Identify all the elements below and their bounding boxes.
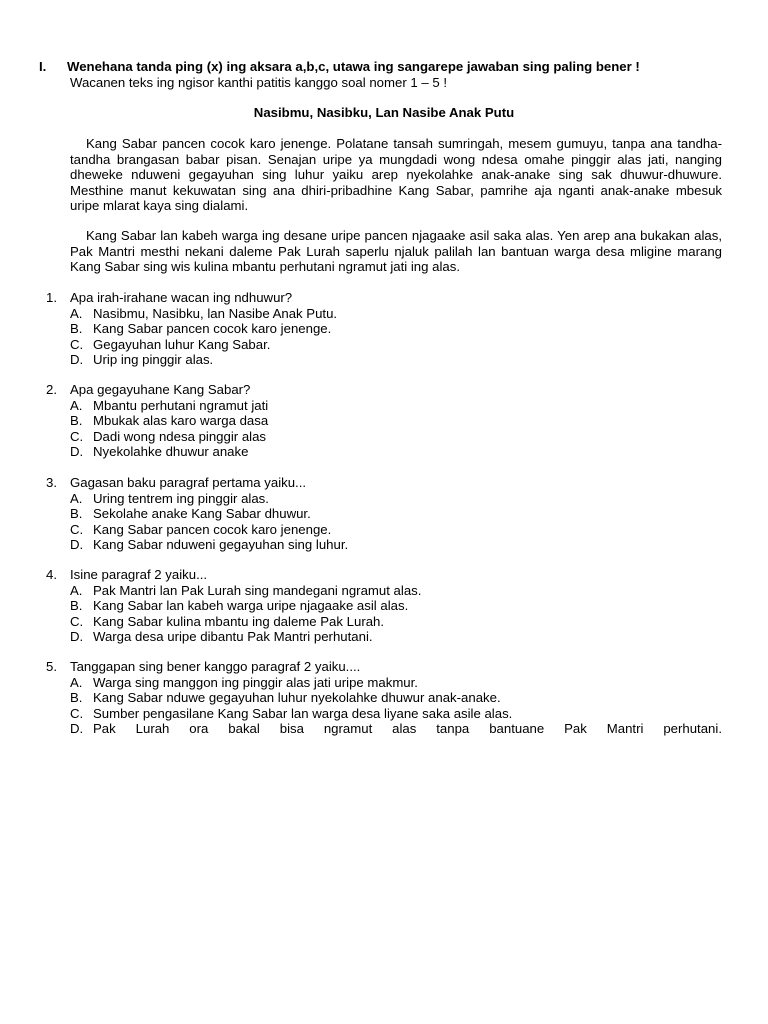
question-text: Gagasan baku paragraf pertama yaiku...: [70, 475, 307, 490]
option-letter: D.: [70, 721, 84, 737]
option-text: Sekolahe anake Kang Sabar dhuwur.: [93, 506, 311, 522]
question-stem: [46, 659, 736, 675]
option-c: [46, 614, 736, 630]
option-text: Nasibmu, Nasibku, lan Nasibe Anak Putu.: [93, 305, 338, 321]
option-letter: A.: [70, 674, 83, 690]
question-2: [46, 382, 736, 460]
question-number: 3.: [46, 475, 57, 490]
option-letter: A.: [70, 490, 83, 506]
option-text: Kang Sabar pancen cocok karo jenenge.: [93, 521, 332, 537]
option-a: [46, 306, 736, 322]
option-text: Sumber pengasilane Kang Sabar lan warga desa liyane saka asile alas.: [93, 705, 513, 721]
option-text: Kang Sabar kulina mbantu ing daleme Pak Lurah.: [93, 613, 385, 629]
option-letter: B.: [70, 413, 83, 429]
option-b: [46, 321, 736, 337]
instruction-subtext: Wacanen teks ing ngisor kanthi patitis kanggo soal nomer 1 – 5 !: [70, 75, 448, 90]
option-letter: A.: [70, 582, 83, 598]
option-b: [46, 690, 736, 706]
option-text: Warga sing manggon ing pinggir alas jati uripe makmur.: [93, 674, 418, 690]
option-d: [46, 629, 736, 645]
question-1: [46, 290, 736, 368]
option-a: [46, 675, 736, 691]
option-letter: D.: [70, 537, 84, 553]
option-c: [46, 429, 736, 445]
option-a: [46, 491, 736, 507]
option-letter: C.: [70, 705, 84, 721]
option-text: Warga desa uripe dibantu Pak Mantri perhutani.: [93, 629, 373, 645]
option-text: Pak Mantri lan Pak Lurah sing mandegani ngramut alas.: [93, 582, 422, 598]
option-text: Kang Sabar pancen cocok karo jenenge.: [93, 321, 332, 337]
option-letter: C.: [70, 521, 84, 537]
option-c: [46, 337, 736, 353]
instruction-text: Wenehana tanda ping (x) ing aksara a,b,c, utawa ing sangarepe jawaban sing paling bener !: [67, 59, 640, 74]
question-stem: [46, 567, 736, 583]
option-text: Kang Sabar lan kabeh warga uripe njagaake asil alas.: [93, 598, 409, 614]
question-number: 1.: [46, 290, 57, 305]
option-text: Gegayuhan luhur Kang Sabar.: [93, 336, 271, 352]
question-number: 4.: [46, 567, 57, 582]
option-a: [46, 398, 736, 414]
option-letter: A.: [70, 305, 83, 321]
option-letter: D.: [70, 352, 84, 368]
option-letter: B.: [70, 690, 83, 706]
option-b: [46, 413, 736, 429]
option-d: [46, 352, 736, 368]
question-stem: [46, 475, 736, 491]
option-text: Mbukak alas karo warga dasa: [93, 413, 269, 429]
option-letter: D.: [70, 444, 84, 460]
instruction: [39, 59, 729, 75]
question-number: 5.: [46, 659, 57, 674]
option-c: [46, 706, 736, 722]
option-letter: C.: [70, 613, 84, 629]
question-text: Tanggapan sing bener kanggo paragraf 2 yaiku....: [70, 659, 361, 674]
option-text: Uring tentrem ing pinggir alas.: [93, 490, 269, 506]
option-text: Dadi wong ndesa pinggir alas: [93, 428, 267, 444]
question-3: [46, 475, 736, 553]
option-d: [46, 721, 736, 737]
option-text: Mbantu perhutani ngramut jati: [93, 397, 269, 413]
option-d: [46, 537, 736, 553]
question-text: Isine paragraf 2 yaiku...: [70, 567, 208, 582]
option-letter: B.: [70, 506, 83, 522]
question-text: Apa gegayuhane Kang Sabar?: [70, 382, 251, 397]
option-text: Kang Sabar nduwe gegayuhan luhur nyekolahke dhuwur anak-anake.: [93, 690, 501, 706]
option-letter: D.: [70, 629, 84, 645]
question-stem: [46, 382, 736, 398]
option-c: [46, 522, 736, 538]
option-text: Urip ing pinggir alas.: [93, 352, 214, 368]
option-d: [46, 444, 736, 460]
option-text: Nyekolahke dhuwur anake: [93, 444, 249, 460]
option-b: [46, 506, 736, 522]
option-letter: A.: [70, 397, 83, 413]
question-text: Apa irah-irahane wacan ing ndhuwur?: [70, 290, 293, 305]
option-letter: B.: [70, 598, 83, 614]
question-4: [46, 567, 736, 645]
option-letter: C.: [70, 428, 84, 444]
option-text: Pak Lurah ora bakal bisa ngramut alas tanpa bantuane Pak Mantri perhutani.: [93, 721, 722, 737]
option-letter: B.: [70, 321, 83, 337]
question-number: 2.: [46, 382, 57, 397]
reading-paragraph-1: Kang Sabar pancen cocok karo jenenge. Polatane tansah sumringah, mesem gumuyu, tanpa ana tandha-tandha brangasan babar pisan. Senajan uripe ya mungdadi wong ndesa omahe pinggir alas jati, nanging dheweke nduweni gegayuhan sing luhur yaiku arep nyekolahke anak-anake sing sak dhuwur-dhuwure. Mesthine manut kekuwatan sing ana dhiri-pribadhine Kang Sabar, pamrihe aja nganti anak-anake mbesuk uripe mlarat kaya sing dialami.: [70, 136, 722, 214]
question-stem: [46, 290, 736, 306]
question-5: [46, 659, 736, 737]
reading-paragraph-2: Kang Sabar lan kabeh warga ing desane uripe pancen njagaake asil saka alas. Yen arep ana bukakan alas, Pak Mantri mesthi nekani daleme Pak Lurah saperlu njaluk palilah lan bantuan warga desa mligine marang Kang Sabar sing wis kulina mbantu perhutani ngramut jati ing alas.: [70, 228, 722, 275]
option-b: [46, 598, 736, 614]
reading-title: Nasibmu, Nasibku, Lan Nasibe Anak Putu: [253, 105, 515, 120]
option-a: [46, 583, 736, 599]
option-text: Kang Sabar nduweni gegayuhan sing luhur.: [93, 537, 349, 553]
section-number: I.: [39, 59, 47, 74]
option-letter: C.: [70, 336, 84, 352]
